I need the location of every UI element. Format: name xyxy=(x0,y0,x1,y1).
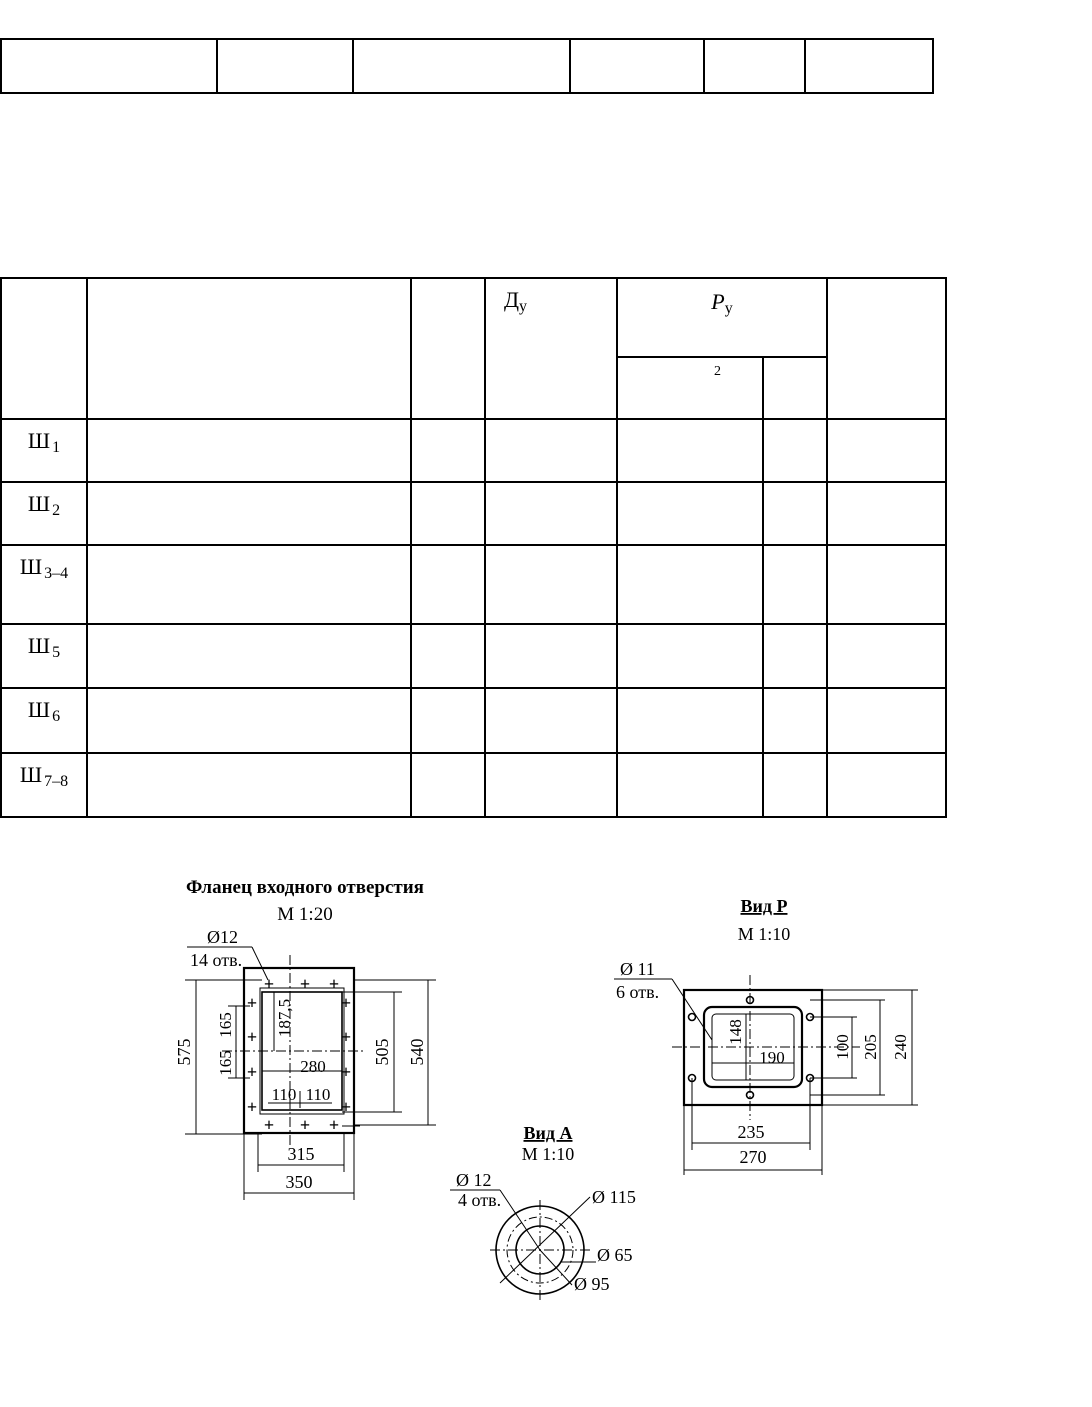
table-cell xyxy=(411,624,485,688)
du-subscript: у xyxy=(519,298,528,315)
view-a-title: Вид А xyxy=(523,1123,573,1143)
symbol-index: 1 xyxy=(52,439,61,456)
row-symbol xyxy=(1,688,87,753)
view-p-hole-dia: Ø 11 xyxy=(620,959,655,979)
svg-text:+: + xyxy=(246,1027,258,1047)
row-symbol xyxy=(1,545,87,624)
table-cell xyxy=(827,688,946,753)
table-cell xyxy=(617,753,763,817)
dim-505: 505 xyxy=(372,1038,392,1066)
dim-350: 350 xyxy=(285,1172,313,1192)
table-cell xyxy=(485,482,617,545)
table-cell xyxy=(763,482,827,545)
table-cell xyxy=(411,419,485,482)
table-row xyxy=(1,688,946,753)
dim-148: 148 xyxy=(726,1019,745,1045)
row-symbol xyxy=(1,753,87,817)
dim-100: 100 xyxy=(833,1034,852,1060)
symbol-letter: Ш xyxy=(27,428,51,453)
table-row xyxy=(1,482,946,545)
svg-text:+: + xyxy=(263,1115,275,1135)
symbol-index: 2 xyxy=(52,502,61,519)
svg-text:+: + xyxy=(340,1097,352,1117)
view-a-d95: Ø 95 xyxy=(574,1274,610,1294)
table-cell xyxy=(763,419,827,482)
table-cell xyxy=(411,545,485,624)
svg-text:+: + xyxy=(340,1027,352,1047)
dim-187: 187,5 xyxy=(275,998,294,1038)
du-header xyxy=(485,278,617,419)
table-cell xyxy=(411,482,485,545)
unit-cell xyxy=(617,357,763,419)
table-cell xyxy=(617,688,763,753)
table-cell xyxy=(87,482,411,545)
dim-165-bottom: 165 xyxy=(216,1050,235,1076)
table-cell xyxy=(87,624,411,688)
py-header xyxy=(617,278,827,357)
view-a-scale: М 1:10 xyxy=(521,1144,575,1164)
table-cell xyxy=(485,753,617,817)
header-row xyxy=(1,278,946,357)
dim-235: 235 xyxy=(737,1122,765,1142)
flange-drawing xyxy=(174,877,436,1200)
symbol-index: 6 xyxy=(52,708,61,725)
svg-text:+: + xyxy=(246,1097,258,1117)
table-cell xyxy=(217,39,353,93)
table-cell xyxy=(704,39,805,93)
header-cell xyxy=(1,278,87,419)
table-cell xyxy=(87,419,411,482)
dim-110-left: 110 xyxy=(271,1085,297,1104)
table-row xyxy=(1,39,933,93)
table-cell xyxy=(485,624,617,688)
py-subscript: у xyxy=(724,300,733,317)
table-cell xyxy=(805,39,933,93)
top-table xyxy=(0,38,934,94)
flange-hole-dia: Ø12 xyxy=(207,927,238,947)
svg-text:+: + xyxy=(299,974,311,994)
table-cell xyxy=(827,482,946,545)
table-row xyxy=(1,545,946,624)
py-label: P xyxy=(711,289,725,314)
table-cell xyxy=(411,688,485,753)
table-cell xyxy=(485,419,617,482)
table-cell xyxy=(87,545,411,624)
table-cell xyxy=(485,545,617,624)
dim-280: 280 xyxy=(300,1057,326,1076)
main-table xyxy=(0,277,947,818)
svg-text:+: + xyxy=(328,974,340,994)
header-cell xyxy=(411,278,485,419)
table-cell xyxy=(617,482,763,545)
dim-165-top: 165 xyxy=(216,1012,235,1038)
symbol-letter: Ш xyxy=(19,554,43,579)
dim-240: 240 xyxy=(891,1034,910,1060)
symbol-index: 3–4 xyxy=(44,565,69,582)
du-label: Д xyxy=(504,287,520,312)
symbol-letter: Ш xyxy=(27,697,51,722)
svg-text:+: + xyxy=(246,1062,258,1082)
view-a-hole-count: 4 отв. xyxy=(458,1190,502,1210)
view-a-drawing xyxy=(450,1123,636,1300)
table-cell xyxy=(87,688,411,753)
flange-scale: М 1:20 xyxy=(277,904,333,925)
svg-text:+: + xyxy=(328,1115,340,1135)
svg-text:+: + xyxy=(340,1062,352,1082)
svg-text:+: + xyxy=(340,993,352,1013)
header-cell xyxy=(87,278,411,419)
table-cell xyxy=(570,39,704,93)
dim-190: 190 xyxy=(759,1048,785,1067)
symbol-letter: Ш xyxy=(27,491,51,516)
technical-drawing xyxy=(0,840,1092,1320)
symbol-letter: Ш xyxy=(27,633,51,658)
table-row xyxy=(1,624,946,688)
table-cell xyxy=(827,624,946,688)
flange-title: Фланец входного отверстия xyxy=(186,877,424,898)
table-cell xyxy=(763,624,827,688)
table-cell xyxy=(763,545,827,624)
dim-575: 575 xyxy=(174,1038,194,1066)
view-p-title: Вид Р xyxy=(740,896,788,916)
symbol-letter: Ш xyxy=(19,762,43,787)
table-cell xyxy=(617,545,763,624)
view-a-d115: Ø 115 xyxy=(592,1187,636,1207)
dim-315: 315 xyxy=(287,1144,315,1164)
row-symbol xyxy=(1,624,87,688)
dim-205: 205 xyxy=(861,1034,880,1060)
symbol-index: 7–8 xyxy=(44,773,69,790)
table-cell xyxy=(411,753,485,817)
table-row xyxy=(1,753,946,817)
view-p-drawing xyxy=(614,896,918,1175)
dim-540: 540 xyxy=(407,1038,427,1066)
unit-cell xyxy=(763,357,827,419)
table-cell xyxy=(485,688,617,753)
svg-text:+: + xyxy=(299,1115,311,1135)
table-cell xyxy=(827,419,946,482)
table-cell xyxy=(827,545,946,624)
table-cell xyxy=(827,753,946,817)
unit-superscript: 2 xyxy=(714,364,721,379)
svg-text:+: + xyxy=(246,993,258,1013)
view-p-hole-count: 6 отв. xyxy=(616,982,660,1002)
row-symbol xyxy=(1,419,87,482)
svg-text:+: + xyxy=(263,974,275,994)
view-a-hole-dia: Ø 12 xyxy=(456,1170,492,1190)
table-cell xyxy=(353,39,570,93)
row-symbol xyxy=(1,482,87,545)
header-cell xyxy=(827,278,946,419)
table-row xyxy=(1,419,946,482)
table-cell xyxy=(763,688,827,753)
symbol-index: 5 xyxy=(52,644,61,661)
dim-110-right: 110 xyxy=(305,1085,331,1104)
table-cell xyxy=(617,624,763,688)
view-p-scale: М 1:10 xyxy=(737,924,791,944)
table-cell xyxy=(763,753,827,817)
dim-270: 270 xyxy=(739,1147,767,1167)
table-cell xyxy=(1,39,217,93)
table-cell xyxy=(617,419,763,482)
view-a-d65: Ø 65 xyxy=(597,1245,633,1265)
table-cell xyxy=(87,753,411,817)
flange-hole-count: 14 отв. xyxy=(190,950,243,970)
